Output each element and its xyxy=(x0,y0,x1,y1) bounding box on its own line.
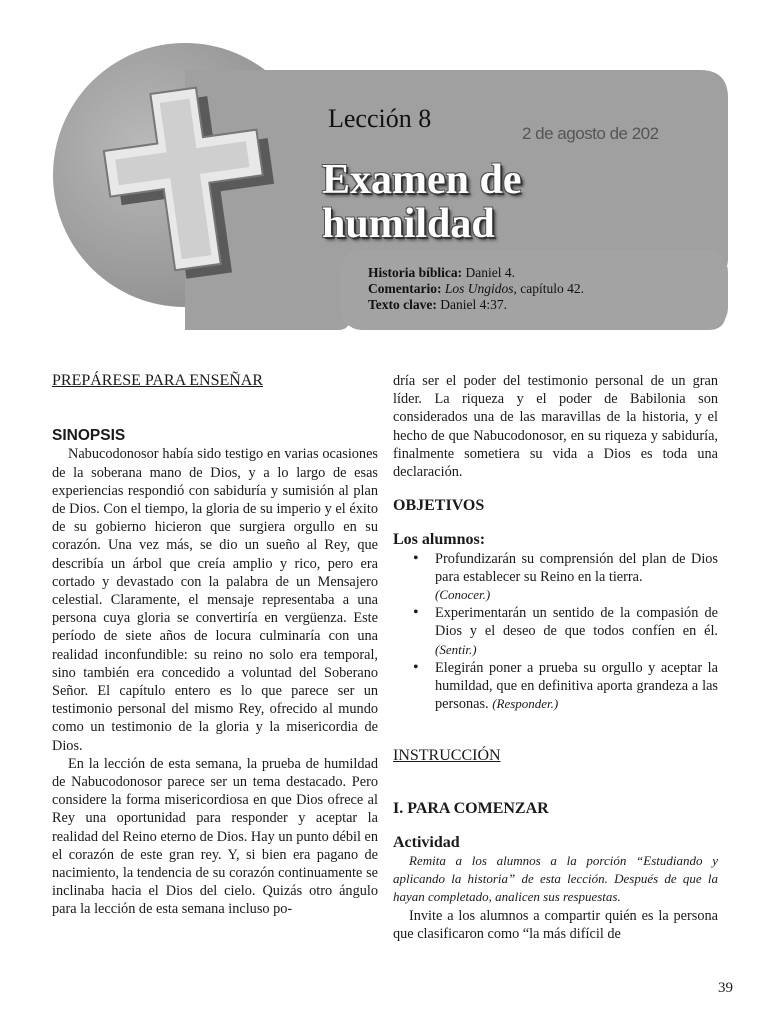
synopsis-paragraph-2: En la lección de esta semana, la prueba de humildad de Nabucodonosor parece ser un tema destacado. Pero considere la forma misericordiosa en que Dios ofrece al Rey una oportunidad para responder y aceptar la realidad del Reino eterno de Dios. Hay un punto débil en el corazón de este gran rey. Y, si bien era pagano de nacimiento, la tendencia de su corazón continuamente se inclinaba hacia el Dios del cielo. Quizás otro ángulo para la lección de esta semana incluso po- xyxy=(52,755,378,918)
bible-story-line: Historia bíblica: Daniel 4. xyxy=(368,265,515,280)
title-line-1: Examen de xyxy=(322,157,522,203)
prepare-heading: PREPÁRESE PARA ENSEÑAR xyxy=(52,372,264,389)
commentary-line: Comentario: Los Ungidos, capítulo 42. xyxy=(368,281,584,296)
lesson-banner xyxy=(0,0,768,340)
objectives-heading: OBJETIVOS xyxy=(393,497,485,515)
lesson-date: 2 de agosto de 202 xyxy=(522,124,659,143)
key-text-line: Texto clave: Daniel 4:37. xyxy=(368,297,507,312)
left-column xyxy=(52,372,378,919)
right-column xyxy=(393,372,718,943)
objective-item: • Profundizarán su comprensión del plan de Dios para establecer su Reino en la tierra. (Conocer.) xyxy=(393,550,718,605)
lesson-title xyxy=(322,158,622,246)
activity-paragraph: Invite a los alumnos a compartir quién es la persona que clasificaron como “la más difícil de xyxy=(393,907,718,942)
synopsis-continued: dría ser el poder del testimonio personal de un gran líder. La riqueza y el poder de Babilonia son considerados una de las maravillas de la historia, y el hecho de que Nabucodonosor, en su riqueza y sabiduría, finalmente sometiera su vida a Dios es toda una declaración. xyxy=(393,373,718,481)
objectives-list xyxy=(393,550,718,714)
objective-item: • Elegirán poner a prueba su orgullo y aceptar la humildad, que en definitiva aporta grandeza a las personas. (Responder.) xyxy=(393,659,718,714)
activity-instructions: Remita a los alumnos a la porción “Estudiando y aplicando la historia” de esta lección. Después de que la hayan completado, analicen sus respuestas. xyxy=(393,853,718,905)
instruction-heading: INSTRUCCIÓN xyxy=(393,747,501,765)
activity-heading: Actividad xyxy=(393,833,460,851)
students-heading: Los alumnos: xyxy=(393,531,486,549)
synopsis-heading: SINOPSIS xyxy=(52,427,126,445)
lesson-references xyxy=(368,265,584,313)
synopsis-paragraph-1: Nabucodonosor había sido testigo en varias ocasiones de la soberana mano de Dios, y a lo largo de esas experiencias respondió con sabiduría y sumisión al plan de Dios. Con el tiempo, la gloria de su imperio y el éxito de su gobierno hicieron que surgiera orgullo en su corazón. Una vez más, se dio un sueño al Rey, que describía un árbol que creía amplio y rico, pero era cortado y devastado con la palabra de un Mensajero celestial. Claramente, el mensaje representaba a una persona cuya gloria se convertiría en vergüenza. Este período de siete años de locura culminaría con una realidad inconfundible: su reino no solo era temporal, sino también era concedido a voluntad del Soberano Señor. El capítulo entero es lo que parece ser un testimonio personal del mismo Rey, ofrecido al mundo como un testimonio de la gloria y la misericordia de Dios. xyxy=(52,446,378,754)
objective-item: • Experimentarán un sentido de la compasión de Dios y el deseo de que todos confíen en él. (Sentir.) xyxy=(393,604,718,659)
lesson-number: Lección 8 xyxy=(328,104,432,133)
start-heading: I. PARA COMENZAR xyxy=(393,799,549,817)
page-number: 39 xyxy=(718,980,733,996)
title-line-2: humildad xyxy=(322,201,495,247)
